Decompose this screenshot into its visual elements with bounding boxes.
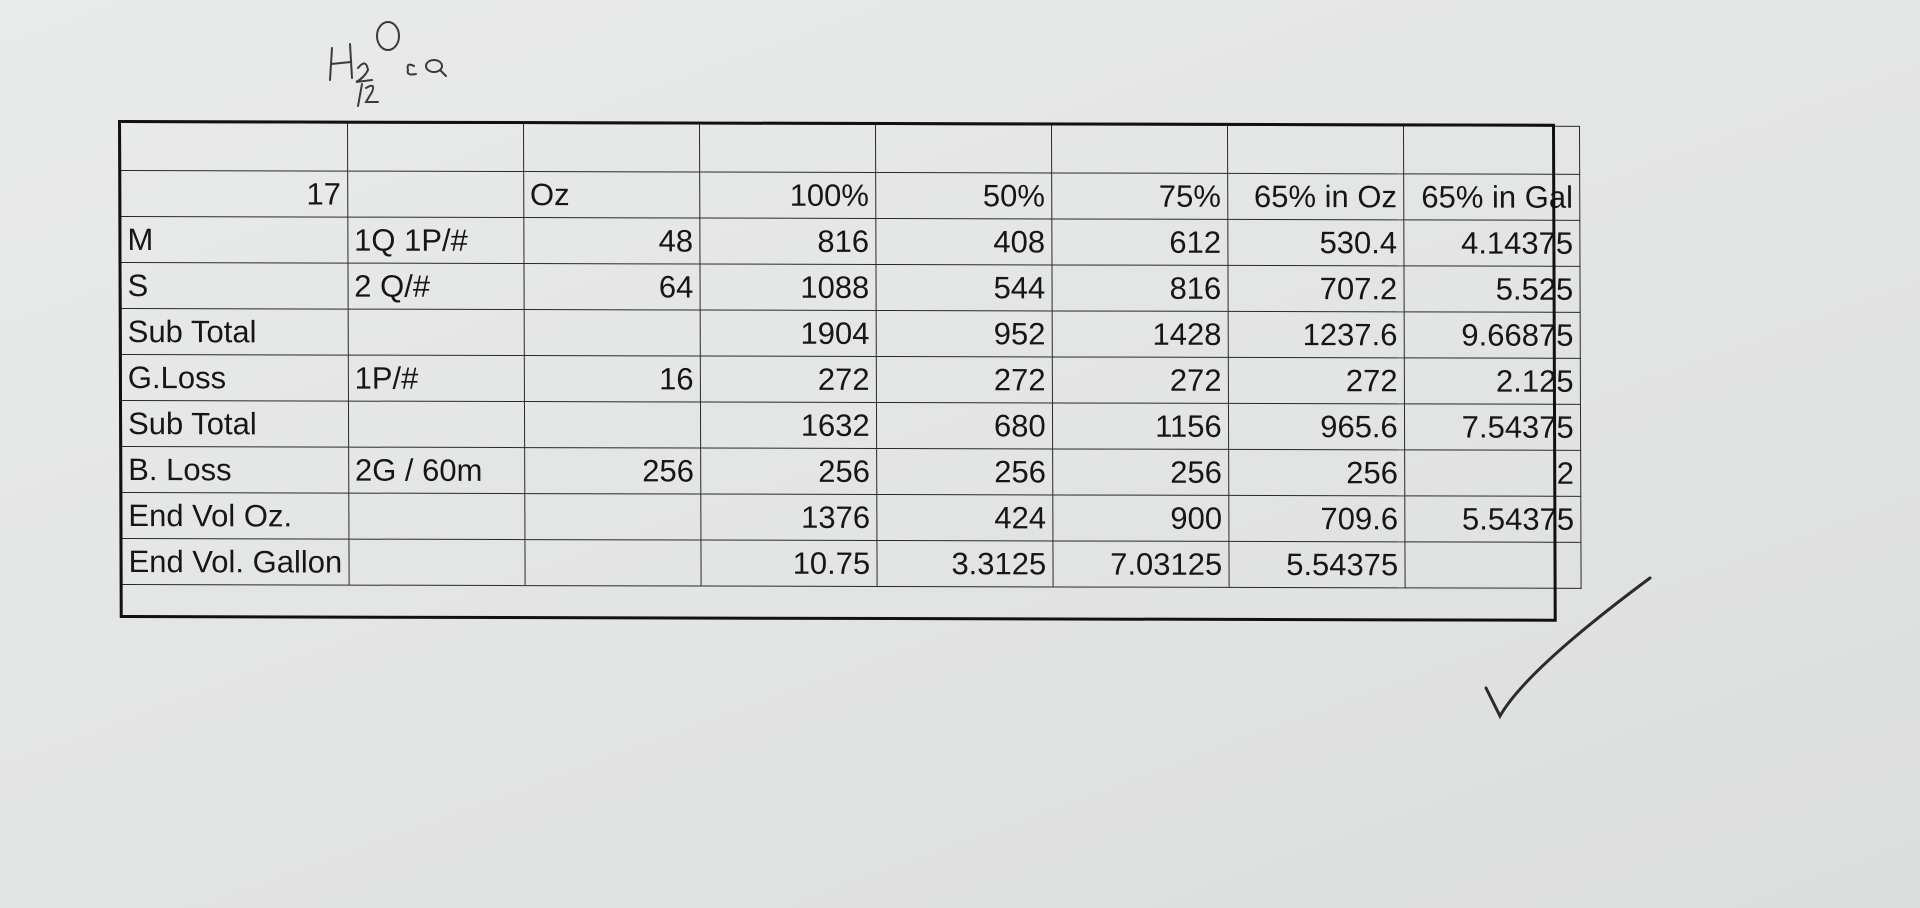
table-cell: 272 [876, 356, 1052, 402]
table-cell: Sub Total [121, 309, 348, 356]
table-cell: B. Loss [122, 447, 349, 494]
table-cell: 272 [1052, 357, 1228, 403]
table-cell: 816 [1052, 265, 1228, 311]
table-cell: 256 [1052, 449, 1228, 495]
table-cell: 256 [1228, 449, 1404, 495]
table-cell [524, 310, 700, 356]
table-cell: 544 [876, 264, 1052, 310]
table-cell [525, 540, 701, 586]
table-row [121, 171, 1580, 221]
table-cell [349, 539, 525, 585]
table-cell: 100% [699, 172, 875, 218]
table-cell: 64 [524, 264, 700, 310]
table-cell: 50% [875, 172, 1051, 218]
table-cell: 1632 [700, 402, 876, 448]
table-cell: 256 [876, 448, 1052, 494]
table-cell: 5.54375 [1229, 541, 1405, 587]
table-row [122, 493, 1581, 543]
table-row [121, 217, 1580, 267]
table-cell: End Vol Oz. [122, 493, 349, 540]
table-cell [1227, 125, 1403, 173]
table-cell: Sub Total [121, 401, 348, 448]
table-cell: 1376 [700, 494, 876, 540]
table-row [121, 263, 1580, 313]
table-cell: 272 [1228, 357, 1404, 403]
table-cell: 7.54375 [1404, 404, 1580, 450]
table-cell: 65% in Oz [1227, 173, 1403, 219]
table-cell [348, 401, 524, 447]
table-row [121, 309, 1580, 359]
table-cell [347, 171, 523, 217]
table-cell: 3.3125 [877, 540, 1053, 586]
table-cell [523, 124, 699, 172]
table-cell [524, 402, 700, 448]
table-cell: 816 [700, 218, 876, 264]
table-cell: 965.6 [1228, 403, 1404, 449]
table-cell: 272 [700, 356, 876, 402]
table-cell: 900 [1052, 495, 1228, 541]
table-cell: 1156 [1052, 403, 1228, 449]
table-cell: 9.66875 [1404, 312, 1580, 358]
table-cell [348, 493, 524, 539]
table-cell: 709.6 [1228, 495, 1404, 541]
table-cell: 7.03125 [1053, 541, 1229, 587]
table-cell: 1237.6 [1228, 311, 1404, 357]
table-cell: 5.54375 [1404, 496, 1580, 542]
table-cell: 707.2 [1228, 265, 1404, 311]
table-cell: 1P/# [348, 355, 524, 401]
table-cell: 65% in Gal [1403, 174, 1579, 220]
table-cell: 1904 [700, 310, 876, 356]
table-cell: 424 [876, 494, 1052, 540]
table-cell [348, 309, 524, 355]
table-cell: 952 [876, 310, 1052, 356]
table-cell: 2 Q/# [348, 263, 524, 309]
table-cell: Oz [523, 172, 699, 218]
table-cell: 1Q 1P/# [348, 217, 524, 263]
table-cell: S [121, 263, 348, 310]
checkmark-icon [1480, 570, 1660, 730]
table-cell: G.Loss [121, 355, 348, 402]
table-cell: 4.14375 [1404, 220, 1580, 266]
volume-table [120, 122, 1581, 589]
table-cell: 408 [876, 218, 1052, 264]
table-cell: 680 [876, 402, 1052, 448]
table-cell: 17 [121, 171, 348, 218]
table-cell: 5.525 [1404, 266, 1580, 312]
table-cell: 2.125 [1404, 358, 1580, 404]
table-row [121, 355, 1580, 405]
table-row [122, 447, 1581, 497]
table-row [121, 401, 1580, 451]
table-cell: 1428 [1052, 311, 1228, 357]
table-cell [347, 123, 523, 171]
table-cell: 16 [524, 356, 700, 402]
handwritten-h2o-note [322, 18, 492, 108]
table-row [122, 539, 1581, 589]
table-cell: 256 [524, 448, 700, 494]
table-cell [699, 124, 875, 172]
table-cell: End Vol. Gallon [122, 539, 349, 586]
table-cell [1403, 126, 1579, 174]
table-cell: 1088 [700, 264, 876, 310]
table-cell: 612 [1052, 219, 1228, 265]
table-cell: M [121, 217, 348, 264]
table-cell: 10.75 [701, 540, 877, 586]
table-cell: 48 [524, 218, 700, 264]
table-cell [121, 123, 348, 172]
table-cell [524, 494, 700, 540]
table-row [121, 123, 1580, 175]
table-cell [1051, 125, 1227, 173]
table-cell: 2G / 60m [348, 447, 524, 493]
table-cell: 2 [1404, 450, 1580, 496]
table-cell: 256 [700, 448, 876, 494]
table-cell: 75% [1051, 173, 1227, 219]
table-cell [875, 124, 1051, 172]
table-cell: 530.4 [1228, 219, 1404, 265]
